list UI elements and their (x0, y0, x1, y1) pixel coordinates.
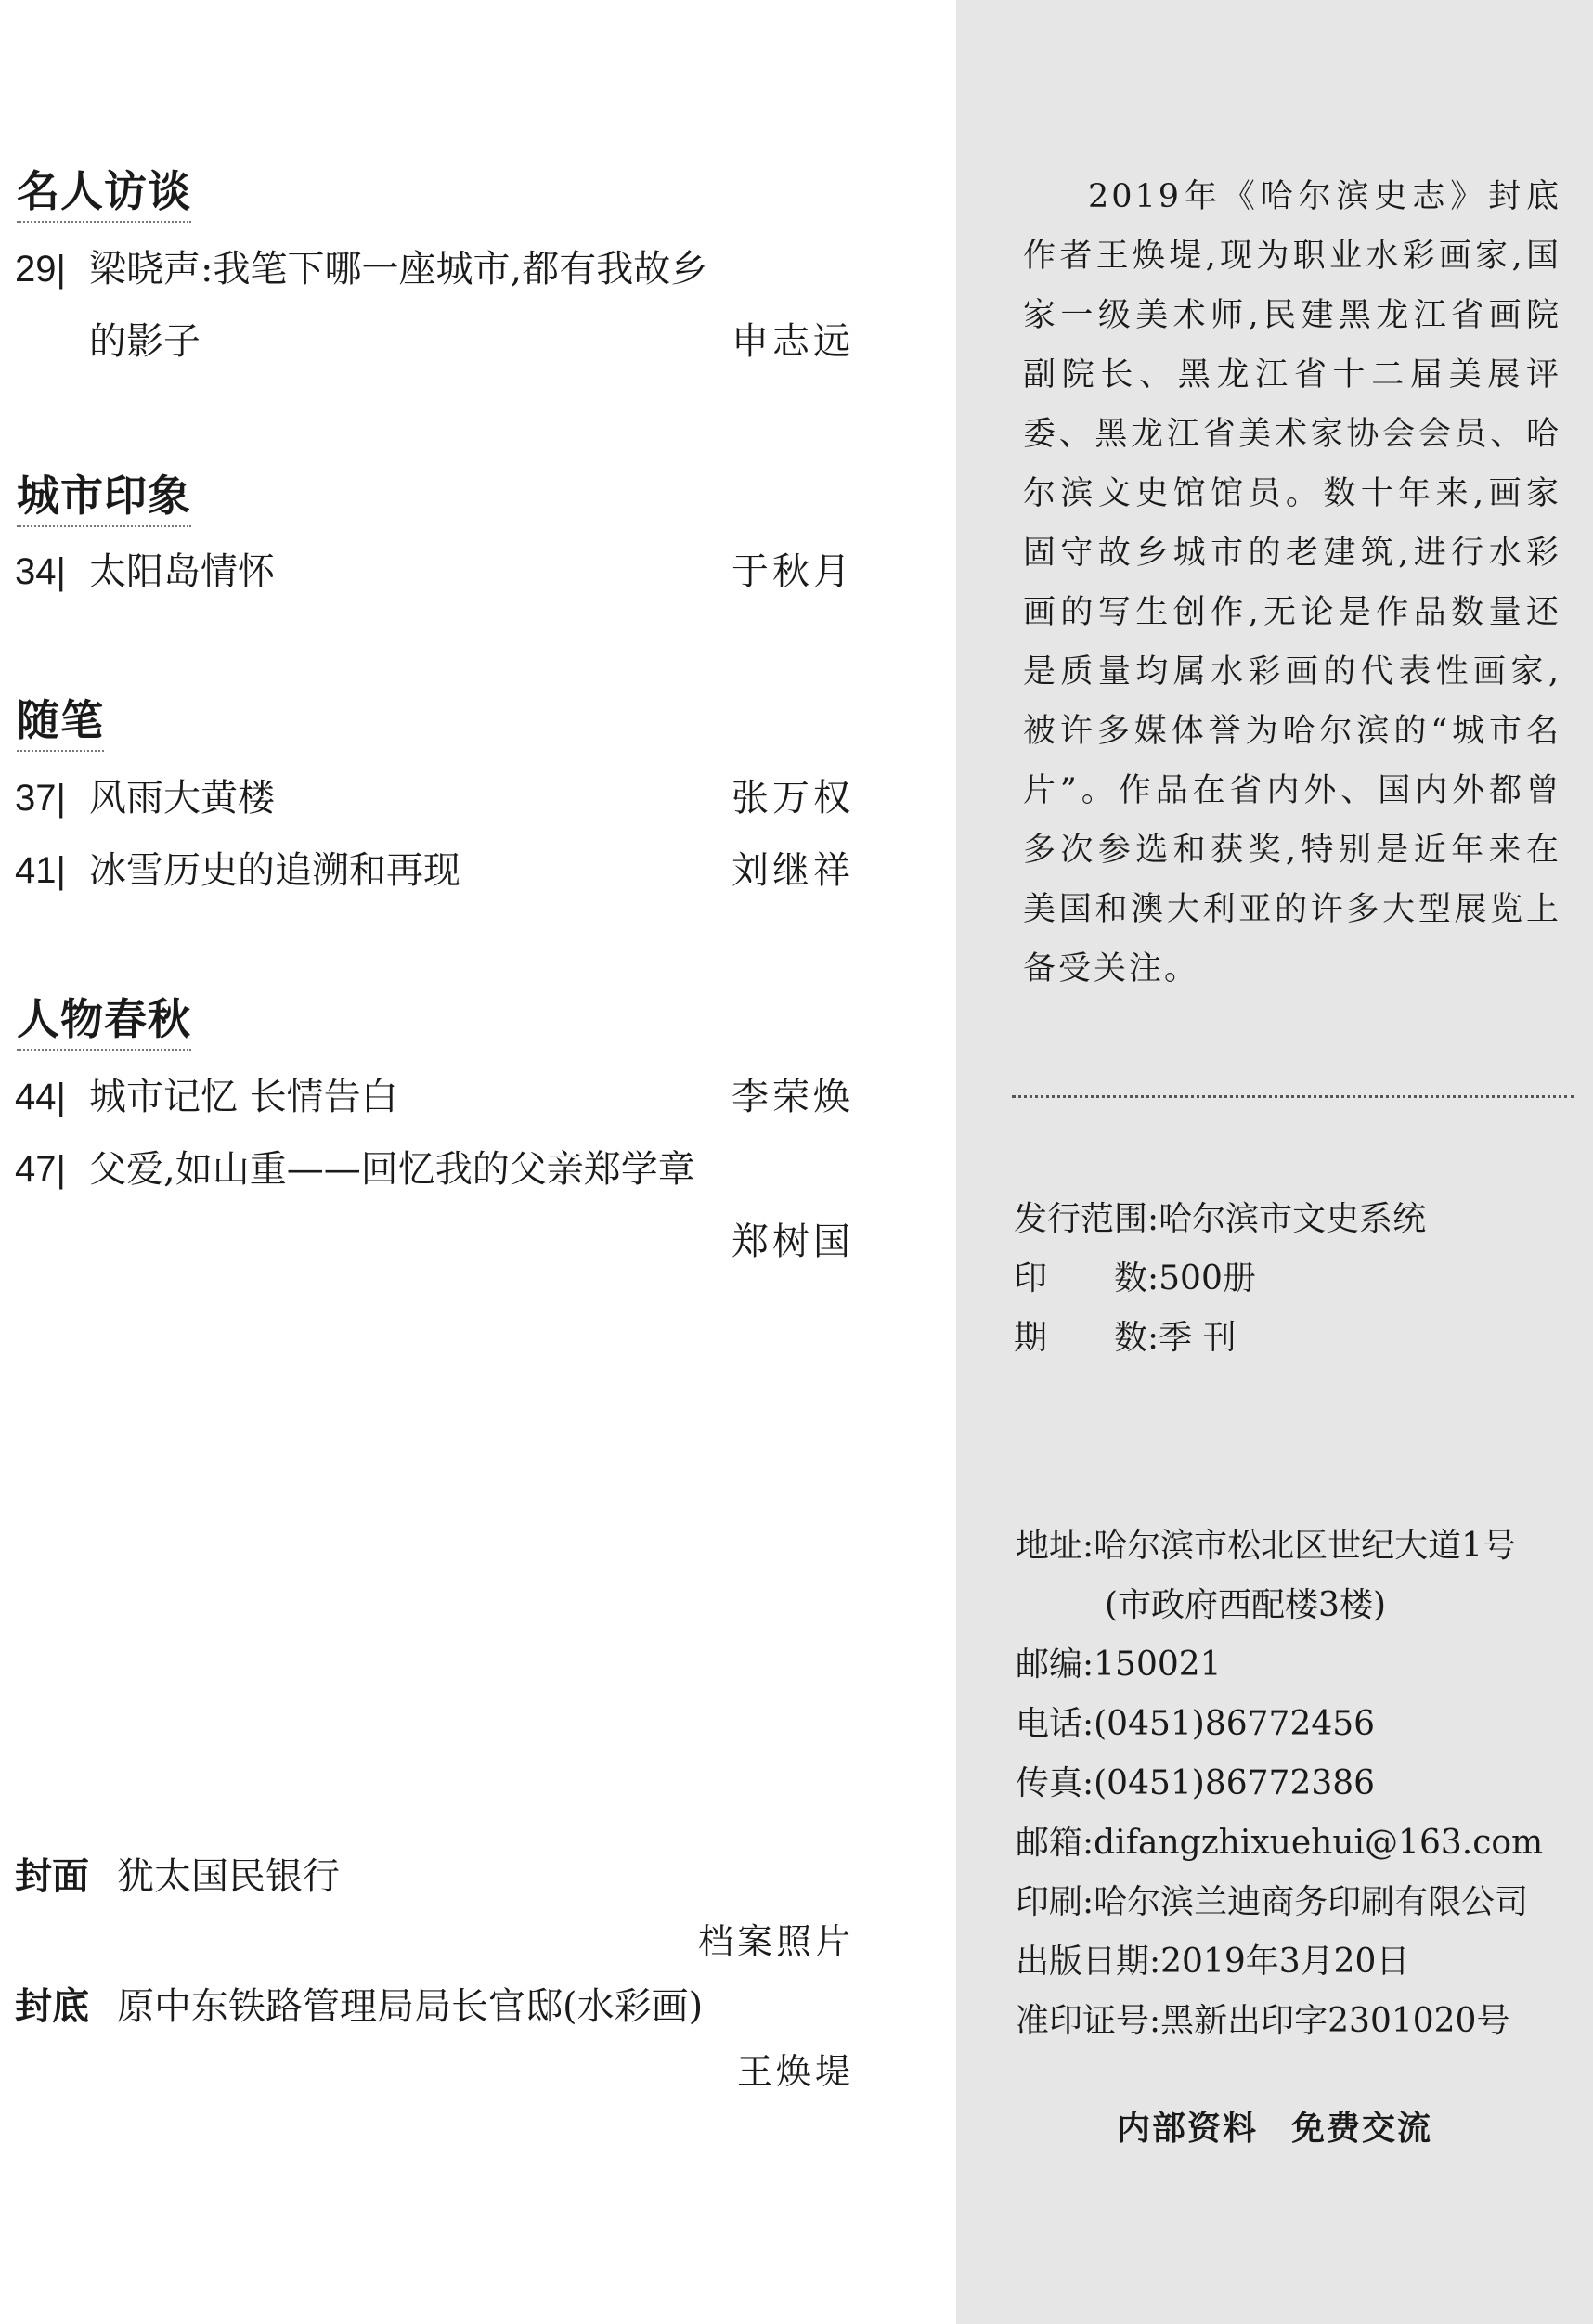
section-title-city-impression: 城市印象 (17, 470, 191, 527)
artist-introduction: 2019年《哈尔滨史志》封底作者王焕堤,现为职业水彩画家,国家一级美术师,民建黑龙江省画院副院长、黑龙江省十二届美展评委、黑龙江省美术家协会会员、哈尔滨文史馆馆员。数十年来,画家固守故乡城市的老建筑,进行水彩画的写生创作,无论是作品数量还是质量均属水彩画的代表性画家,被许多媒体誉为哈尔滨的“城市名片”。作品在省内外、国内外都曾多次参选和获奖,特别是近年来在美国和澳大利亚的许多大型展览上备受关注。 (1023, 178, 1561, 988)
entry-title: 梁晓声:我笔下哪一座城市,都有我故乡 (89, 248, 708, 290)
entry-author: 申志远 (732, 320, 854, 363)
entry-title: 父爱,如山重——回忆我的父亲郑学章 (89, 1148, 695, 1191)
page-number: 29| (15, 249, 66, 290)
frequency-label: 期 数: (1014, 1319, 1159, 1357)
back-cover-credit: 王焕堤 (736, 2051, 854, 2092)
front-cover-label: 封面 (15, 1855, 89, 1898)
contact-info (1016, 1517, 1543, 2051)
entry-title: 城市记忆 长情告白 (89, 1076, 398, 1118)
print-run-value: 500册 (1159, 1259, 1256, 1298)
entry-author: 郑树国 (732, 1220, 854, 1263)
address: 地址:哈尔滨市松北区世纪大道1号 (1016, 1527, 1517, 1565)
entry-title: 太阳岛情怀 (89, 550, 275, 593)
frequency-value: 季 刊 (1159, 1319, 1237, 1357)
back-cover-label: 封底 (15, 1985, 89, 2028)
page-number: 44| (15, 1077, 66, 1117)
footer-internal: 内部资料 (1116, 2110, 1258, 2148)
entry-title: 冰雪历史的追溯和再现 (89, 849, 460, 892)
section-title-essays: 随笔 (17, 694, 104, 752)
entry-title-line2: 的影子 (89, 320, 201, 363)
footer-free: 免费交流 (1291, 2110, 1433, 2148)
page-number: 47| (15, 1149, 66, 1190)
section-title-figures: 人物春秋 (17, 993, 191, 1051)
entry-title: 风雨大黄楼 (89, 777, 275, 820)
page-number: 34| (15, 551, 66, 592)
entry-author: 刘继祥 (732, 849, 854, 892)
page-number: 37| (15, 778, 66, 819)
back-cover-title: 原中东铁路管理局局长官邸(水彩画) (117, 1985, 704, 2028)
entry-author: 张万权 (732, 777, 854, 820)
printer: 印刷:哈尔滨兰迪商务印刷有限公司 (1016, 1883, 1529, 1921)
distribution-scope: 发行范围:哈尔滨市文史系统 (1014, 1200, 1427, 1238)
print-run-label: 印 数: (1014, 1259, 1159, 1298)
phone: 电话:(0451)86772456 (1016, 1705, 1376, 1743)
publish-date: 出版日期:2019年3月20日 (1016, 1943, 1410, 1981)
dotted-divider (1012, 1095, 1574, 1098)
email[interactable]: 邮箱:difangzhixuehui@163.com (1016, 1824, 1544, 1862)
publication-info (1014, 1190, 1426, 1368)
print-permit: 准印证号:黑新出印字2301020号 (1016, 2002, 1510, 2040)
frequency-row (1014, 1309, 1426, 1368)
info-sidebar (956, 0, 1593, 2324)
entry-author: 李荣焕 (732, 1076, 854, 1118)
print-run-row (1014, 1249, 1426, 1309)
postcode: 邮编:150021 (1016, 1646, 1222, 1684)
front-cover-credit: 档案照片 (697, 1921, 854, 1962)
fax: 传真:(0451)86772386 (1016, 1764, 1376, 1802)
front-cover-title: 犹太国民银行 (117, 1855, 340, 1898)
address-line2: (市政府西配楼3楼) (1105, 1586, 1386, 1624)
entry-author: 于秋月 (732, 550, 854, 593)
footer-note (956, 2107, 1593, 2151)
section-title-interviews: 名人访谈 (17, 165, 191, 223)
page-number: 41| (15, 850, 66, 891)
